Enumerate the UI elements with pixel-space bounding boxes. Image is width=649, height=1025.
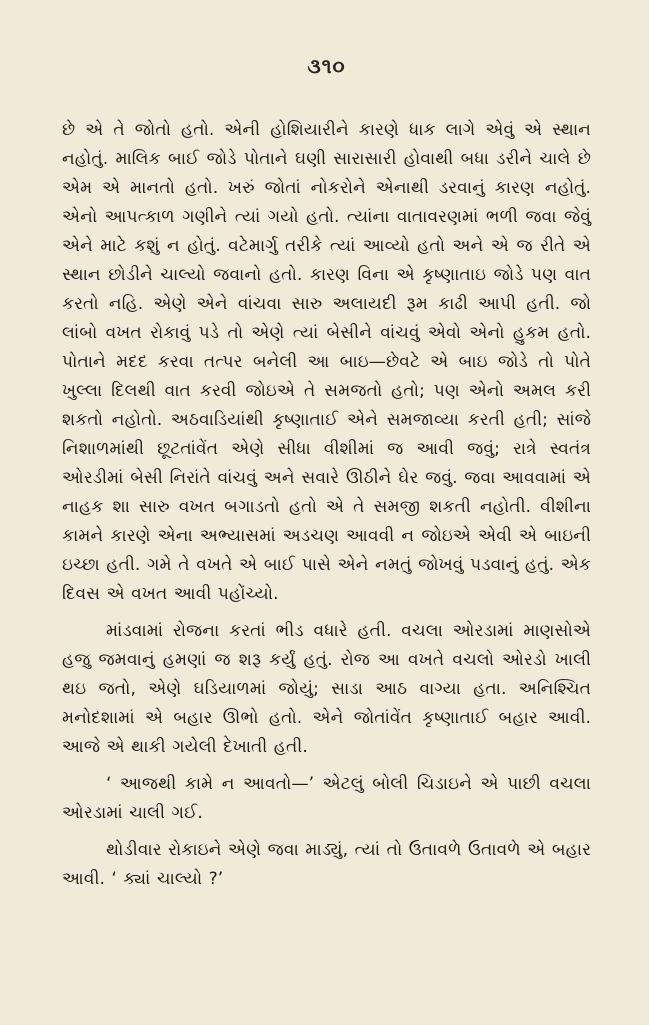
paragraph-2: માંડવામાં રોજના કરતાં ભીડ વધારે હતી. વચલા ઓરડામાં માણસોએ હજુ જમવાનું હમણાં જ શરૂ કર્યું હતું. રોજ આ વખતે વચલો ઓરડો ખાલી થઇ જતો, એણે ઘડિયાળમાં જોયું; સાડા આઠ વાગ્યા હતા. અનિશ્ચિત મનોદશામાં એ બહાર ઊભો હતો. એને જોતાંવેંત કૃષ્ણાતાઈ બહાર આવી. આજે એ થાકી ગયેલી દેખાતી હતી. — [62, 621, 591, 757]
paragraph-4: થોડીવાર રોકાઇને એણે જવા માડ્યું, ત્યાં તો ઉતાવળે ઉતાવળે એ બહાર આવી. ‘ ક્યાં ચાલ્યો ?’ — [62, 840, 591, 889]
page-number: ૩૧૦ — [307, 54, 346, 78]
paragraph-3: ‘ આજથી કામે ન આવતો—’ એટલું બોલી ચિડાઇને એ પાછી વચલા ઓરડામાં ચાલી ગઈ. — [62, 774, 591, 823]
paragraph-1: છે એ તે જોતો હતો. એની હોશિયારીને કારણે ધાક લાગે એવું એ સ્થાન નહોતું. માલિક બાઈ જોડે પોતાને ઘણી સારાસારી હોવાથી બધા ડરીને ચાલે છે એમ એ માનતો હતો. ખરું જોતાં નોકરોને એનાથી ડરવાનું કારણ નહોતું. એનો આપત્કાળ ગણીને ત્યાં ગયો હતો. ત્યાંના વાતાવરણમાં ભળી જવા જેવું એને માટે કશું ન હોતું. વટેમાર્ગુ તરીકે ત્યાં આવ્યો હતો અને એ જ રીતે એ સ્થાન છોડીને ચાલ્યો જવાનો હતો. કારણ વિના એ કૃષ્ણાતાઇ જોડે પણ વાત કરતો નહિ. એણે એને વાંચવા સારુ અલાયદી રૂમ કાઢી આપી હતી. જો લાંબો વખત રોકાવું પડે તો એણે ત્યાં બેસીને વાંચવું એવો એનો હુકમ હતો. પોતાને મદદ કરવા તત્પર બનેલી આ બાઇ—છેવટે એ બાઇ જોડે તો પોતે ખુલ્લા દિલથી વાત કરવી જોઇએ તે સમજતો હતો; પણ એનો અમલ કરી શકતો નહોતો. અઠવાડિયાંથી કૃષ્ણાતાઈ એને સમજાવ્યા કરતી હતી; સાંજે નિશાળમાંથી છૂટતાંવેંત એણે સીધા વીશીમાં જ આવી જવું; રાત્રે સ્વતંત્ર ઓરડીમાં બેસી નિરાંતે વાંચવું અને સવારે ઊઠીને ઘેર જવું. જવા આવવામાં એ નાહક શા સારુ વખત બગાડતો હતો એ તે સમજી શકતી નહોતી. વીશીના કામને કારણે એના અભ્યાસમાં અડચણ આવવી ન જોઇએ એવી એ બાઇની ઇચ્છા હતી. ગમે તે વખતે એ બાઈ પાસે એને નમતું જોખવું પડવાનું હતું. એક દિવસ એ વખત આવી પહોંચ્યો. — [62, 120, 591, 604]
